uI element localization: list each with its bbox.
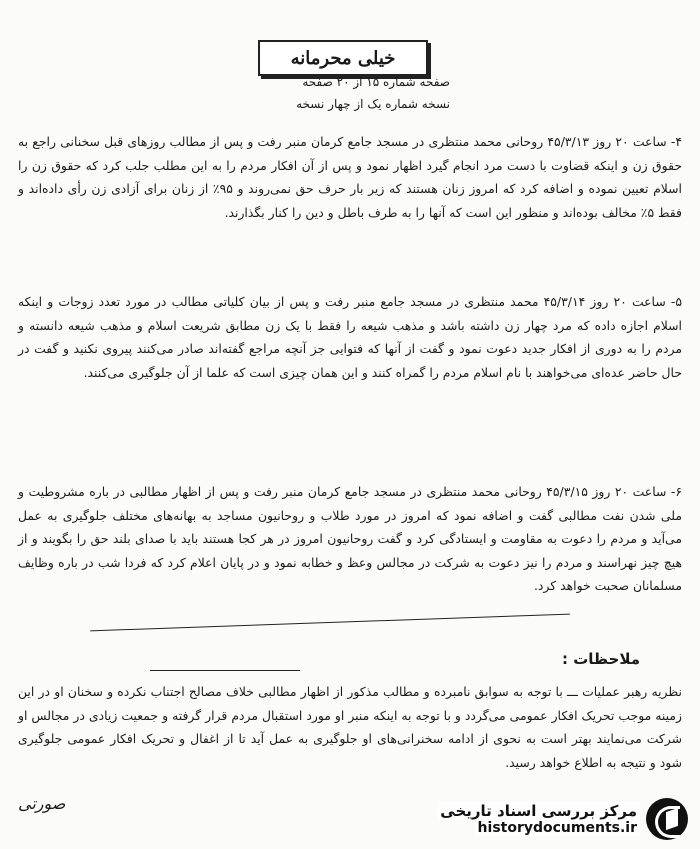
heading-divider — [150, 670, 300, 671]
report-paragraph-6: ۶- ساعت ۲۰ روز ۴۵/۳/۱۵ روحانی محمد منتظری در مسجد جامع کرمان منبر رفت و پس از اظهار مطالبی در باره مشروطیت و ملی شدن نفت مطالبی گفت و اضافه نمود که امروز در مورد طلاب و روحانیون مساجد به بهانه‌های مختلف جلوگیری به عمل می‌آید و مردم را دعوت به مقاومت و ایستادگی کرد و گفت روحانیون امروز در هر کجا هستند باید با صدای بلند حق را بگویند و از هیچ چیز نهراسند و مردم را نیز دعوت به شرکت در مجالس وعظ و خطابه نمود و در پایان اعلام کرد که فردا شب در باره وظایف مسلمانان صحبت خواهد کرد. — [18, 484, 682, 593]
observations-heading: ملاحظات : — [561, 650, 640, 668]
copy-number-line: نسخه شماره یک از چهار نسخه — [296, 97, 450, 111]
strike-line — [90, 614, 570, 632]
page-number-line: صفحه شماره ۱۵ از ۲۰ صفحه — [302, 75, 450, 89]
classification-label: خیلی محرمانه — [290, 47, 396, 69]
archive-logo-icon — [646, 798, 688, 840]
watermark-title: مرکز بررسی اسناد تاریخی — [437, 802, 640, 820]
report-paragraph-4: ۴- ساعت ۲۰ روز ۴۵/۳/۱۳ روحانی محمد منتظری در مسجد جامع کرمان منبر رفت و پس از مطالب روزهای قبل سخنانی راجع به حقوق زن و اینکه قضاوت با دست مرد انجام گیرد اظهار نمود و پس از آن افکار مردم را به این مطلب جلب کرد که حقوق زن را اسلام تعیین نموده و اضافه کرد که امروز زنان هستند که زیر بار حرف حق نمی‌روند و ۹۵٪ از زنان برای آزادی زن رأی داده‌اند و فقط ۵٪ مخالف بوده‌اند و منظور این است که آنها را به طرف باطل و دین را کنار بگذارند. — [18, 134, 682, 220]
archive-watermark — [430, 795, 688, 843]
classification-box — [258, 40, 428, 76]
report-paragraph-5: ۵- ساعت ۲۰ روز ۴۵/۳/۱۴ محمد منتظری در مسجد جامع منبر رفت و پس از بیان کلیاتی مطالب در مورد تعدد زوجات و اینکه اسلام اجازه داده که مرد چهار زن داشته باشد و مذهب شیعه را فقط با یک زن مطابق شریعت اسلام و مذهب شیعه دانسته و مردم را به دوری از افکار جدید دعوت نمود و گفت از آنها که فتوایی جز آنچه مراجع گفته‌اند صادر می‌کنند پیروی نکنید و گفت در حال حاضر عده‌ای می‌خواهند با نام اسلام مردم را گمراه کنند و این همان چیزی است که علما از آن جلوگیری می‌کنند. — [18, 294, 682, 380]
signature: صورتی — [18, 794, 66, 813]
observations-text: نظریه رهبر عملیات ـــ با توجه به سوابق نامبرده و مطالب مذکور از اظهار مطالبی خلاف مصالح اجتناب نکرده و سخنان او در این زمینه موجب تحریک افکار عمومی می‌گردد و با توجه به اینکه منبر او مورد استقبال مردم قرار گرفته و جمعیت زیادی در مجالس او شرکت می‌نمایند بهتر است به نحوی از ادامه سخنرانی‌های او جلوگیری به عمل آید تا از اغفال و تحریک افکار عمومی جلوگیری شود و نتیجه به اطلاع خواهد رسید. — [18, 684, 682, 770]
watermark-url: historydocuments.ir — [475, 820, 640, 836]
